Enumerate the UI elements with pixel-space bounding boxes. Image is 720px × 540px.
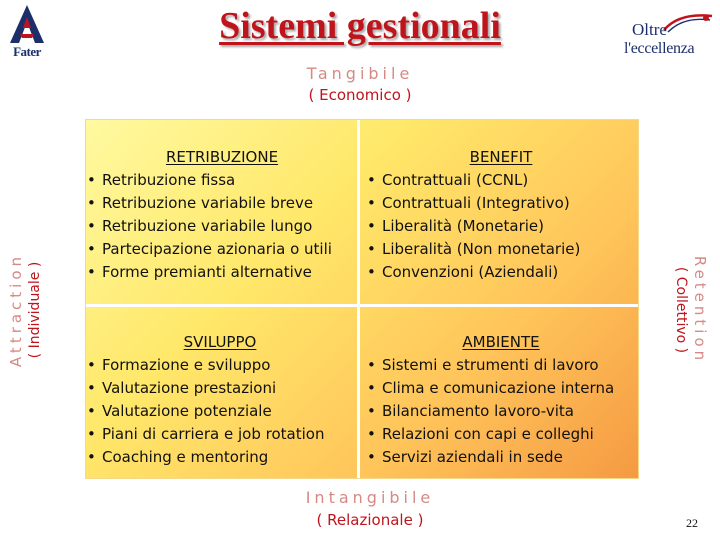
quadrant-heading: RETRIBUZIONE — [165, 148, 279, 166]
list-item: • Piani di carriera e job rotation — [87, 423, 355, 446]
quadrant-list — [87, 169, 355, 284]
list-item: • Retribuzione variabile lungo — [87, 215, 355, 238]
axis-left-label: Attraction — [7, 252, 25, 368]
axis-left — [6, 210, 46, 410]
matrix-vertical-divider — [357, 120, 360, 478]
fater-logo-text: Fater — [13, 44, 41, 59]
list-item: • Contrattuali (Integrativo) — [367, 192, 635, 215]
swoosh-icon — [662, 12, 714, 34]
list-item: • Contrattuali (CCNL) — [367, 169, 635, 192]
list-item: • Bilanciamento lavoro-vita — [367, 400, 635, 423]
quadrant-heading: BENEFIT — [469, 148, 533, 166]
axis-right-label: Retention — [691, 255, 709, 365]
quadrant-retribuzione — [87, 146, 355, 284]
quadrant-ambiente — [367, 331, 635, 469]
list-item: • Forme premianti alternative — [87, 261, 355, 284]
axis-bottom-label: Intangibile — [305, 488, 435, 507]
list-item: • Partecipazione azionaria o utili — [87, 238, 355, 261]
quadrant-heading: SVILUPPO — [183, 333, 257, 351]
list-item: • Convenzioni (Aziendali) — [367, 261, 635, 284]
list-item: • Valutazione potenziale — [87, 400, 355, 423]
quadrant-benefit — [367, 146, 635, 284]
axis-right-sublabel: ( Collettivo ) — [673, 266, 689, 354]
list-item: • Liberalità (Non monetarie) — [367, 238, 635, 261]
list-item: • Valutazione prestazioni — [87, 377, 355, 400]
axis-left-sublabel: ( Individuale ) — [27, 261, 43, 359]
list-item: • Liberalità (Monetarie) — [367, 215, 635, 238]
list-item: • Sistemi e strumenti di lavoro — [367, 354, 635, 377]
axis-top-sublabel: ( Economico ) — [308, 86, 412, 104]
list-item: • Retribuzione fissa — [87, 169, 355, 192]
axis-right — [670, 210, 710, 410]
quadrant-list — [367, 169, 635, 284]
oltre-eccellenza-logo — [622, 8, 718, 72]
page-title: Sistemi gestionali — [219, 5, 501, 47]
quadrant-list — [367, 354, 635, 469]
page-number: 22 — [686, 516, 698, 530]
list-item: • Relazioni con capi e colleghi — [367, 423, 635, 446]
list-item: • Retribuzione variabile breve — [87, 192, 355, 215]
logo-line-eccellenza: l'eccellenza — [624, 40, 695, 57]
list-item: • Clima e comunicazione interna — [367, 377, 635, 400]
list-item: • Servizi aziendali in sede — [367, 446, 635, 469]
quadrant-heading: AMBIENTE — [462, 333, 540, 351]
matrix-horizontal-divider — [86, 304, 638, 307]
list-item: • Coaching e mentoring — [87, 446, 355, 469]
list-item: • Formazione e sviluppo — [87, 354, 355, 377]
axis-bottom-sublabel: ( Relazionale ) — [316, 511, 424, 529]
axis-top-label: Tangibile — [306, 64, 414, 83]
quadrant-sviluppo — [87, 331, 355, 469]
logo-line-oltre: Oltre — [632, 20, 667, 39]
quadrant-list — [87, 354, 355, 469]
